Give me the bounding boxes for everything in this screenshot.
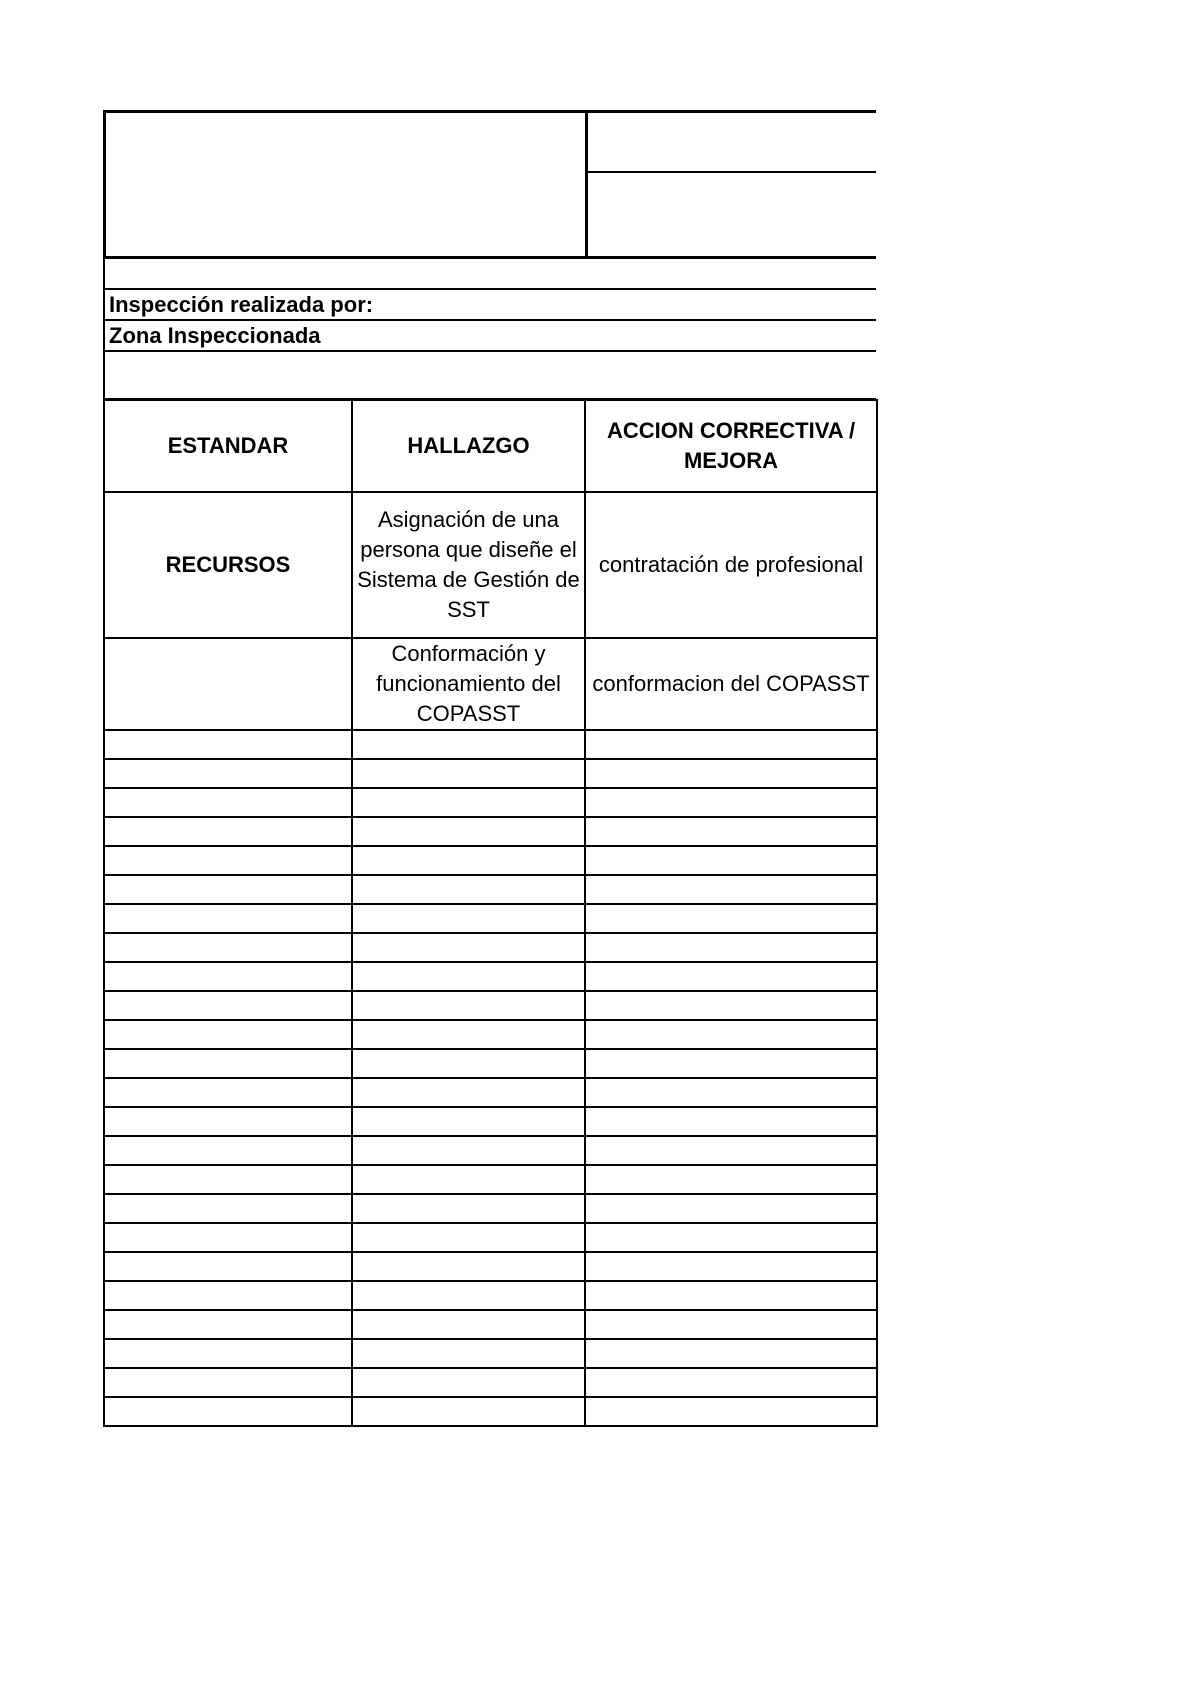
cell-hallazgo[interactable] (352, 817, 585, 846)
cell-hallazgo[interactable] (352, 1165, 585, 1194)
cell-accion[interactable] (585, 1165, 877, 1194)
cell-accion[interactable] (585, 1020, 877, 1049)
cell-accion[interactable] (585, 962, 877, 991)
cell-hallazgo[interactable] (352, 904, 585, 933)
cell-accion[interactable] (585, 1281, 877, 1310)
header-estandar: ESTANDAR (104, 400, 352, 492)
empty-table-row (104, 1368, 877, 1397)
cell-accion[interactable] (585, 1078, 877, 1107)
cell-accion[interactable] (585, 991, 877, 1020)
cell-hallazgo[interactable] (352, 1339, 585, 1368)
header-info-bottom (585, 171, 876, 259)
cell-accion[interactable] (585, 1252, 877, 1281)
empty-table-row (104, 759, 877, 788)
header-logo-box (103, 110, 588, 259)
cell-estandar[interactable] (104, 1223, 352, 1252)
empty-table-row (104, 1194, 877, 1223)
findings-table (103, 399, 878, 1427)
cell-hallazgo[interactable] (352, 1107, 585, 1136)
empty-table-row (104, 846, 877, 875)
cell-hallazgo[interactable] (352, 1020, 585, 1049)
empty-table-row (104, 991, 877, 1020)
cell-accion[interactable] (585, 1397, 877, 1426)
inspected-by-row[interactable] (103, 290, 876, 321)
cell-estandar[interactable] (104, 962, 352, 991)
empty-table-row (104, 1339, 877, 1368)
empty-table-row (104, 904, 877, 933)
cell-estandar[interactable] (104, 1020, 352, 1049)
cell-estandar[interactable] (104, 1368, 352, 1397)
cell-accion[interactable] (585, 817, 877, 846)
cell-hallazgo[interactable] (352, 1397, 585, 1426)
spacer-row (103, 352, 876, 400)
cell-hallazgo[interactable] (352, 991, 585, 1020)
cell-accion[interactable] (585, 1310, 877, 1339)
cell-estandar[interactable] (104, 1339, 352, 1368)
cell-hallazgo[interactable] (352, 1136, 585, 1165)
table-row (104, 638, 877, 730)
cell-estandar[interactable] (104, 1310, 352, 1339)
cell-hallazgo[interactable] (352, 875, 585, 904)
cell-hallazgo[interactable] (352, 730, 585, 759)
cell-estandar[interactable] (104, 1281, 352, 1310)
header-accion: ACCION CORRECTIVA / MEJORA (585, 400, 877, 492)
cell-estandar[interactable] (104, 1136, 352, 1165)
cell-estandar[interactable] (104, 1165, 352, 1194)
empty-table-row (104, 875, 877, 904)
table-header-row (104, 400, 877, 492)
cell-estandar[interactable] (104, 1078, 352, 1107)
cell-hallazgo[interactable] (352, 1223, 585, 1252)
empty-table-row (104, 1252, 877, 1281)
cell-hallazgo[interactable] (352, 962, 585, 991)
cell-accion[interactable] (585, 846, 877, 875)
cell-hallazgo[interactable] (352, 933, 585, 962)
zone-row[interactable] (103, 321, 876, 352)
cell-accion[interactable] (585, 759, 877, 788)
cell-estandar[interactable] (104, 1107, 352, 1136)
empty-table-row (104, 962, 877, 991)
cell-estandar[interactable] (104, 817, 352, 846)
cell-accion[interactable] (585, 1136, 877, 1165)
cell-estandar[interactable] (104, 991, 352, 1020)
cell-estandar[interactable] (104, 875, 352, 904)
zone-label: Zona Inspeccionada (109, 323, 321, 348)
cell-hallazgo[interactable] (352, 1368, 585, 1397)
empty-table-row (104, 1020, 877, 1049)
empty-table-row (104, 730, 877, 759)
cell-accion[interactable] (585, 730, 877, 759)
cell-hallazgo[interactable] (352, 1078, 585, 1107)
cell-accion[interactable] (585, 933, 877, 962)
cell-hallazgo[interactable] (352, 788, 585, 817)
cell-estandar[interactable] (104, 933, 352, 962)
empty-table-row (104, 1223, 877, 1252)
empty-table-row (104, 1078, 877, 1107)
cell-hallazgo[interactable]: Asignación de una persona que diseñe el Sistema de Gestión de SST (352, 492, 585, 638)
cell-hallazgo[interactable] (352, 759, 585, 788)
empty-table-row (104, 1049, 877, 1078)
inspected-by-label: Inspección realizada por: (109, 292, 374, 317)
empty-table-row (104, 788, 877, 817)
cell-accion[interactable] (585, 904, 877, 933)
empty-table-row (104, 817, 877, 846)
cell-accion[interactable] (585, 788, 877, 817)
cell-estandar[interactable] (104, 1049, 352, 1078)
header-info-top (585, 110, 876, 173)
cell-accion[interactable] (585, 1223, 877, 1252)
cell-hallazgo[interactable] (352, 1049, 585, 1078)
cell-hallazgo[interactable] (352, 1252, 585, 1281)
cell-estandar[interactable] (104, 1194, 352, 1223)
cell-hallazgo[interactable]: Conformación y funcionamiento del COPASST (352, 638, 585, 730)
empty-table-row (104, 1136, 877, 1165)
cell-accion[interactable] (585, 1049, 877, 1078)
cell-estandar[interactable] (104, 638, 352, 730)
cell-estandar[interactable] (104, 759, 352, 788)
cell-hallazgo[interactable] (352, 1281, 585, 1310)
cell-estandar[interactable] (104, 904, 352, 933)
cell-hallazgo[interactable] (352, 1310, 585, 1339)
empty-table-row (104, 1165, 877, 1194)
cell-hallazgo[interactable] (352, 1194, 585, 1223)
cell-accion[interactable] (585, 1107, 877, 1136)
cell-estandar[interactable] (104, 846, 352, 875)
empty-table-row (104, 933, 877, 962)
cell-accion[interactable]: contratación de profesional (585, 492, 877, 638)
header-hallazgo: HALLAZGO (352, 400, 585, 492)
cell-estandar[interactable]: RECURSOS (104, 492, 352, 638)
empty-table-row (104, 1107, 877, 1136)
empty-table-row (104, 1397, 877, 1426)
blank-row (103, 258, 876, 290)
cell-accion[interactable] (585, 1339, 877, 1368)
cell-accion[interactable] (585, 875, 877, 904)
table-row (104, 492, 877, 638)
empty-table-row (104, 1281, 877, 1310)
cell-estandar[interactable] (104, 788, 352, 817)
empty-table-row (104, 1310, 877, 1339)
cell-accion[interactable]: conformacion del COPASST (585, 638, 877, 730)
cell-estandar[interactable] (104, 730, 352, 759)
cell-accion[interactable] (585, 1194, 877, 1223)
cell-estandar[interactable] (104, 1397, 352, 1426)
cell-estandar[interactable] (104, 1252, 352, 1281)
cell-accion[interactable] (585, 1368, 877, 1397)
cell-hallazgo[interactable] (352, 846, 585, 875)
